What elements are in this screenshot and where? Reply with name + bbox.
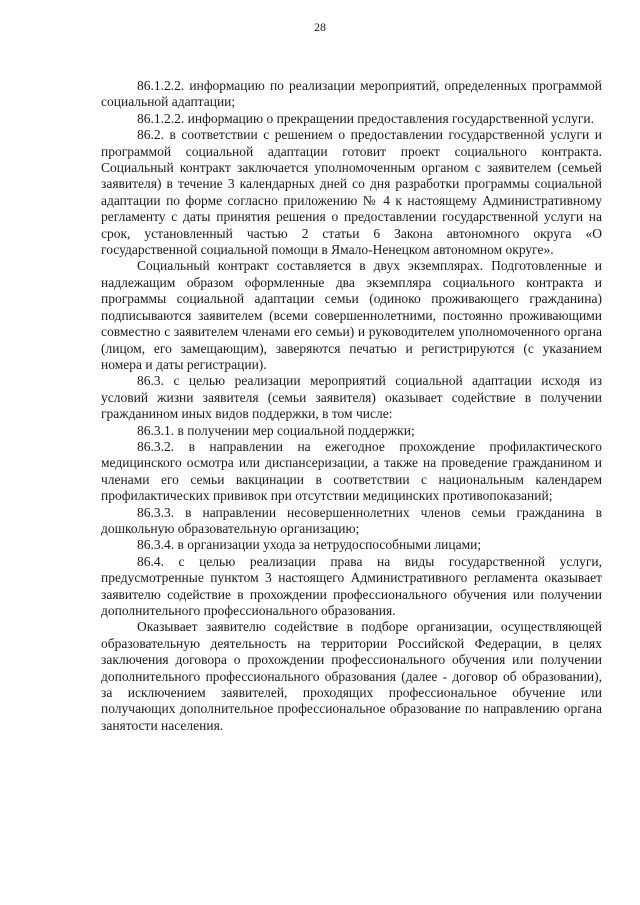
paragraph-86-2: 86.2. в соответствии с решением о предоставлении государственной услуги и программой социальной адаптации готовит проект социального контракта. Социальный контракт заключается уполномоченным органом с заявителем (семьей заявителя) в течение 3 календарных дней со дня разработки программы социальной адаптации по форме согласно приложению № 4 к настоящему Административному регламенту с даты принятия решения о предоставлении государственной услуги на срок, установленный частью 2 статьи 6 Закона автономного округа «О государственной социальной помощи в Ямало-Ненецком автономном округе». [101, 127, 602, 258]
paragraph-86-3-2: 86.3.2. в направлении на ежегодное прохождение профилактического медицинского осмотра или диспансеризации, а также на проведение гражданином и членами его семьи вакцинации в соответствии с национальным календарем профилактических прививок при отсутствии медицинских противопоказаний; [101, 438, 602, 504]
paragraph-86-3-4: 86.3.4. в организации ухода за нетрудоспособными лицами; [137, 537, 482, 553]
page-number: 28 [314, 20, 326, 34]
paragraph-86-4: 86.4. с целью реализации права на виды государственной услуги, предусмотренные пунктом 3 настоящего Административного регламента оказывает заявителю содействие в прохождении профессионального обучения или получении дополнительного профессионального образования. [101, 553, 602, 618]
paragraph-86-1-2-2-b: 86.1.2.2. информацию о прекращении предоставления государственной услуги. [137, 110, 595, 126]
paragraph-86-3-3: 86.3.3. в направлении несовершеннолетних членов семьи гражданина в дошкольную образовательную организацию; [101, 504, 602, 536]
paragraph-education-assistance: Оказывает заявителю содействие в подборе организации, осуществляющей образовательную деятельность на территории Российской Федерации, в целях заключения договора о прохождении профессионального обучения или получении дополнительного профессионального образования (далее - договор об образовании), за исключением заявителей, проходящих профессиональное обучение или получающих дополнительное профессиональное образование по направлению органа занятости населения. [101, 619, 602, 733]
paragraph-86-3: 86.3. с целью реализации мероприятий социальной адаптации исходя из условий жизни заявителя (семьи заявителя) оказывает содействие в получении гражданином иных видов поддержки, в том числе: [101, 373, 602, 422]
paragraph-86-1-2-2-a: 86.1.2.2. информацию по реализации мероприятий, определенных программой социальной адаптации; [101, 78, 602, 110]
paragraph-86-3-1: 86.3.1. в получении мер социальной поддержки; [137, 422, 415, 438]
document-body [101, 78, 602, 734]
paragraph-social-contract: Социальный контракт составляется в двух экземплярах. Подготовленные и надлежащим образом оформленные два экземпляра социального контракта и программы социальной адаптации семьи (одиноко проживающего гражданина) подписываются заявителем (всеми совершеннолетними, постоянно проживающими совместно с заявителем членами его семьи) и руководителем уполномоченного органа (лицом, его замещающим), заверяются печатью и регистрируются (с указанием номера и даты регистрации). [101, 258, 602, 372]
